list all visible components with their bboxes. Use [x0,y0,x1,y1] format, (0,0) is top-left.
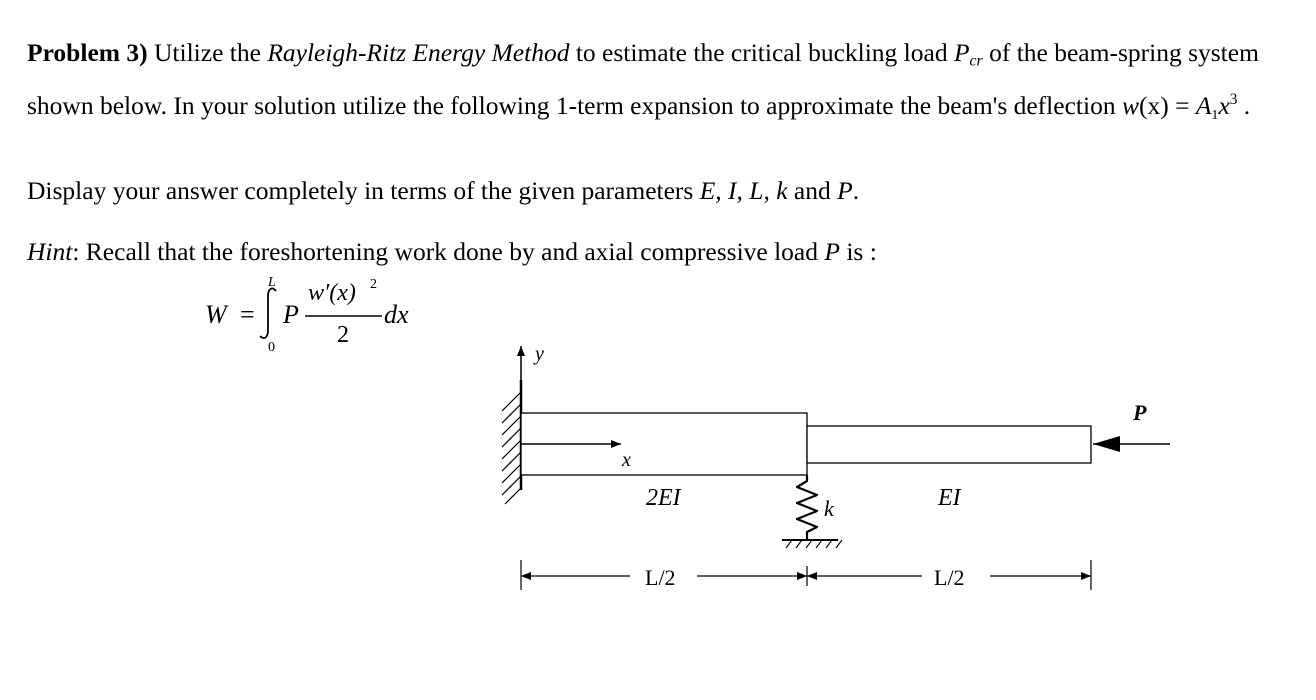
formula-upper-limit: L [268,275,276,290]
display-text-3: . [852,176,860,205]
dim-left-label: L/2 [645,565,676,590]
problem-intro-1: Utilize the [147,38,268,67]
y-axis-label: y [535,343,544,365]
problem-intro-3: of the beam-spring system shown below. In your solution utilize the following 1-term expansion to approximate the beam's deflection [27,38,1259,120]
expansion-exponent: 3 [1229,90,1238,108]
left-stiffness-label: 2EI [646,485,681,511]
display-text-2: and [787,176,838,205]
expansion-a: A [1195,90,1212,120]
formula-integrand-p: P [283,300,299,329]
display-param-p: P [837,176,853,205]
problem-heading: Problem 3) [27,38,148,67]
hint-label: Hint [27,237,73,266]
formula-differential: dx [384,300,409,329]
formula-numerator-exponent: 2 [370,277,377,292]
load-label: P [1133,400,1147,425]
problem-intro-2: to estimate the critical buckling load [569,38,954,67]
formula-lhs: W [205,300,227,329]
integral-sign [260,289,276,338]
dimension-lines [521,560,1091,590]
right-stiffness-label: EI [938,485,961,511]
hint-text-1: : Recall that the foreshortening work done by and axial compressive load [72,237,825,266]
critical-load-subscript: cr [969,52,983,70]
expansion-w: w [1121,90,1139,120]
expansion-x: x [1218,90,1230,120]
method-name: Rayleigh-Ritz Energy Method [267,38,570,67]
hint-text-2: is : [839,237,877,266]
expansion-paren-x: (x) = [1138,90,1196,120]
x-axis-label: x [622,449,631,471]
formula-numerator: w′(x) [308,280,356,306]
display-text-1: Display your answer completely in terms of the given parameters [27,176,700,205]
formula-denominator: 2 [337,322,349,348]
spring-label: k [824,496,834,521]
formula-equals: = [240,300,255,329]
load-arrow-head [1093,436,1120,452]
beam-right-segment [807,426,1091,463]
expansion-a-subscript: 1 [1211,107,1219,123]
dim-right-label: L/2 [934,565,965,590]
critical-load-p: P [953,38,970,67]
hint-param-p: P [824,237,840,266]
fixed-wall [502,380,521,504]
expansion-end: . [1237,90,1251,120]
formula-lower-limit: 0 [268,340,275,355]
display-params: E, I, L, k [699,176,788,205]
